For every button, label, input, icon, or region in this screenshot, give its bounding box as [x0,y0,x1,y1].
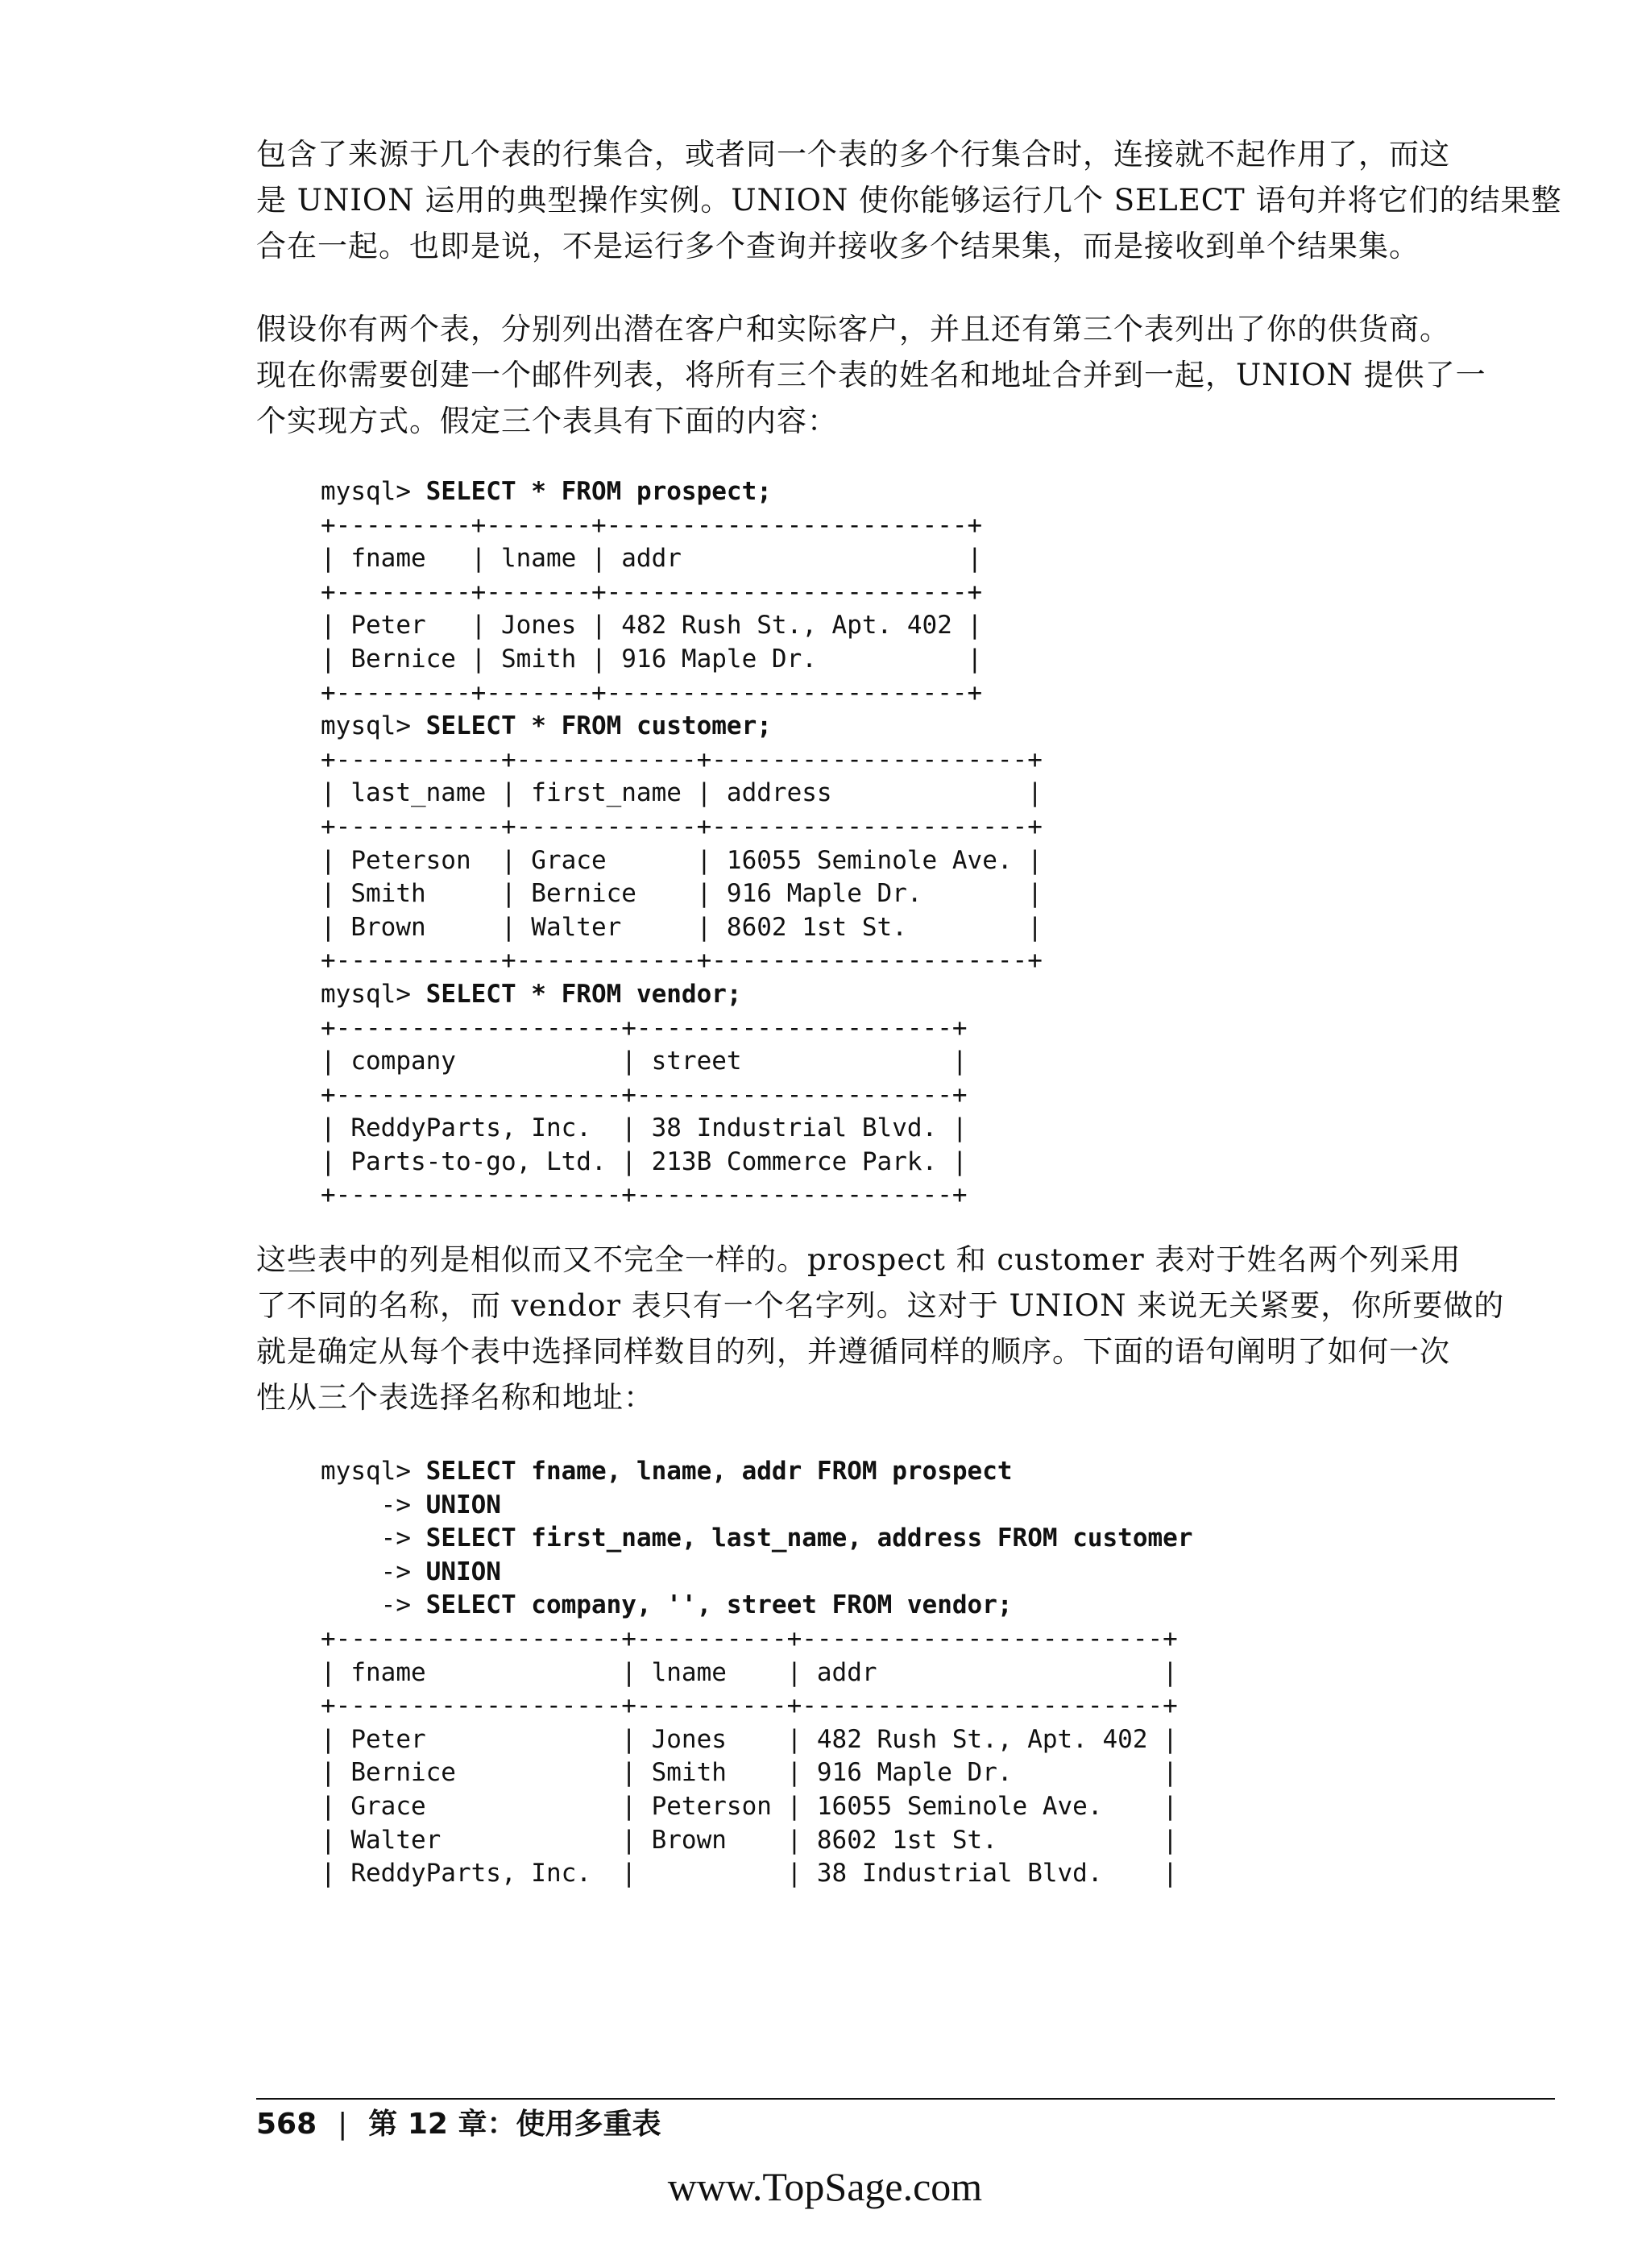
result-table-line: +-------------------+---------------------+ [321,1013,968,1043]
sql-statement: SELECT first_name, last_name, address FROM customer [425,1524,1193,1553]
mysql-prompt: mysql> [321,1457,426,1486]
sql-statement: SELECT fname, lname, addr FROM prospect [425,1457,1013,1486]
text-line: 就是确定从每个表中选择同样数目的列，并遵循同样的顺序。下面的语句阐明了如何一次 [256,1334,1450,1369]
code-block-union-query [321,1455,1193,1891]
text-line: 是 UNION 运用的典型操作实例。UNION 使你能够运行几个 SELECT 语句并将它们的结果整 [256,183,1562,218]
result-table-line: | Walter | Brown | 8602 1st St. | [321,1825,1178,1855]
text-line: 了不同的名称，而 vendor 表只有一个名字列。这对于 UNION 来说无关紧要，你所要做的 [256,1288,1505,1323]
result-table-line: +-------------------+---------------------+ [321,1180,968,1210]
result-table-line: | ReddyParts, Inc. | 38 Industrial Blvd. | [321,1113,968,1143]
mysql-prompt: mysql> [321,711,426,741]
paragraph-intro [256,131,1562,269]
result-table-line: +-------------------+---------------------+ [321,1080,968,1109]
sql-statement: SELECT * FROM prospect; [425,477,772,506]
sql-command-line [321,1455,1193,1489]
result-table-line: +-------------------+----------+------------------------+ [321,1691,1178,1721]
sql-statement: SELECT * FROM vendor; [425,979,742,1009]
mysql-prompt: -> [321,1590,426,1620]
text-line: 个实现方式。假定三个表具有下面的内容： [256,404,838,438]
footer-divider [256,2098,1555,2100]
footer-separator: | [338,2108,348,2141]
sql-command-line [321,1489,1193,1523]
result-table-line: +-----------+------------+---------------------+ [321,946,1043,976]
sql-statement: SELECT company, '', street FROM vendor; [425,1590,1013,1620]
mysql-prompt: -> [321,1490,426,1520]
result-table-line: | Grace | Peterson | 16055 Seminole Ave. | [321,1791,1178,1821]
result-table-line: +-----------+------------+---------------------+ [321,744,1043,774]
page-footer [256,2104,661,2145]
result-table-line: | Bernice | Smith | 916 Maple Dr. | [321,644,983,674]
mysql-prompt: mysql> [321,979,426,1009]
paragraph-explanation [256,1237,1529,1420]
paragraph-scenario [256,306,1529,444]
result-table-line: +-----------+------------+---------------------+ [321,811,1043,841]
text-line: 假设你有两个表，分别列出潜在客户和实际客户，并且还有第三个表列出了你的供货商。 [256,312,1450,346]
page-number: 568 [256,2108,317,2141]
chapter-title: 第 12 章：使用多重表 [368,2108,661,2141]
sql-command-line [321,978,1043,1012]
watermark-url: www.TopSage.com [667,2164,983,2209]
result-table-line: | fname | lname | addr | [321,544,983,574]
mysql-prompt: -> [321,1557,426,1586]
text-line: 性从三个表选择名称和地址： [256,1380,654,1415]
result-table-line: | company | street | [321,1047,968,1076]
sql-command-line [321,1589,1193,1623]
result-table-line: | Peterson | Grace | 16055 Seminole Ave. | [321,845,1043,875]
result-table-line: | Peter | Jones | 482 Rush St., Apt. 402 | [321,1724,1178,1754]
mysql-prompt: mysql> [321,477,426,506]
code-block-tables [321,475,1043,1213]
result-table-line: +-------------------+----------+------------------------+ [321,1623,1178,1653]
result-table-line: +---------+-------+------------------------+ [321,577,983,607]
text-line: 现在你需要创建一个邮件列表，将所有三个表的姓名和地址合并到一起，UNION 提供了一 [256,358,1486,392]
result-table-line: +---------+-------+------------------------+ [321,510,983,540]
sql-command-line [321,475,1043,509]
result-table-line: | Bernice | Smith | 916 Maple Dr. | [321,1758,1178,1788]
result-table-line: | Brown | Walter | 8602 1st St. | [321,912,1043,942]
result-table-line: | Smith | Bernice | 916 Maple Dr. | [321,879,1043,909]
sql-statement: UNION [425,1557,501,1586]
sql-statement: UNION [425,1490,501,1520]
sql-command-line [321,1556,1193,1590]
result-table-line: | Peter | Jones | 482 Rush St., Apt. 402 | [321,611,983,641]
sql-statement: SELECT * FROM customer; [425,711,772,741]
result-table-line: | ReddyParts, Inc. | | 38 Industrial Blvd. | [321,1859,1178,1889]
sql-command-line [321,710,1043,744]
result-table-line: | fname | lname | addr | [321,1657,1178,1687]
text-line: 包含了来源于几个表的行集合，或者同一个表的多个行集合时，连接就不起作用了，而这 [256,137,1450,172]
text-line: 这些表中的列是相似而又不完全一样的。prospect 和 customer 表对于姓名两个列采用 [256,1242,1461,1277]
text-line: 合在一起。也即是说，不是运行多个查询并接收多个结果集，而是接收到单个结果集。 [256,229,1420,263]
result-table-line: | Parts-to-go, Ltd. | 213B Commerce Park. | [321,1146,968,1176]
result-table-line: +---------+-------+------------------------+ [321,678,983,707]
mysql-prompt: -> [321,1524,426,1553]
sql-command-line [321,1522,1193,1556]
result-table-line: | last_name | first_name | address | [321,778,1043,808]
